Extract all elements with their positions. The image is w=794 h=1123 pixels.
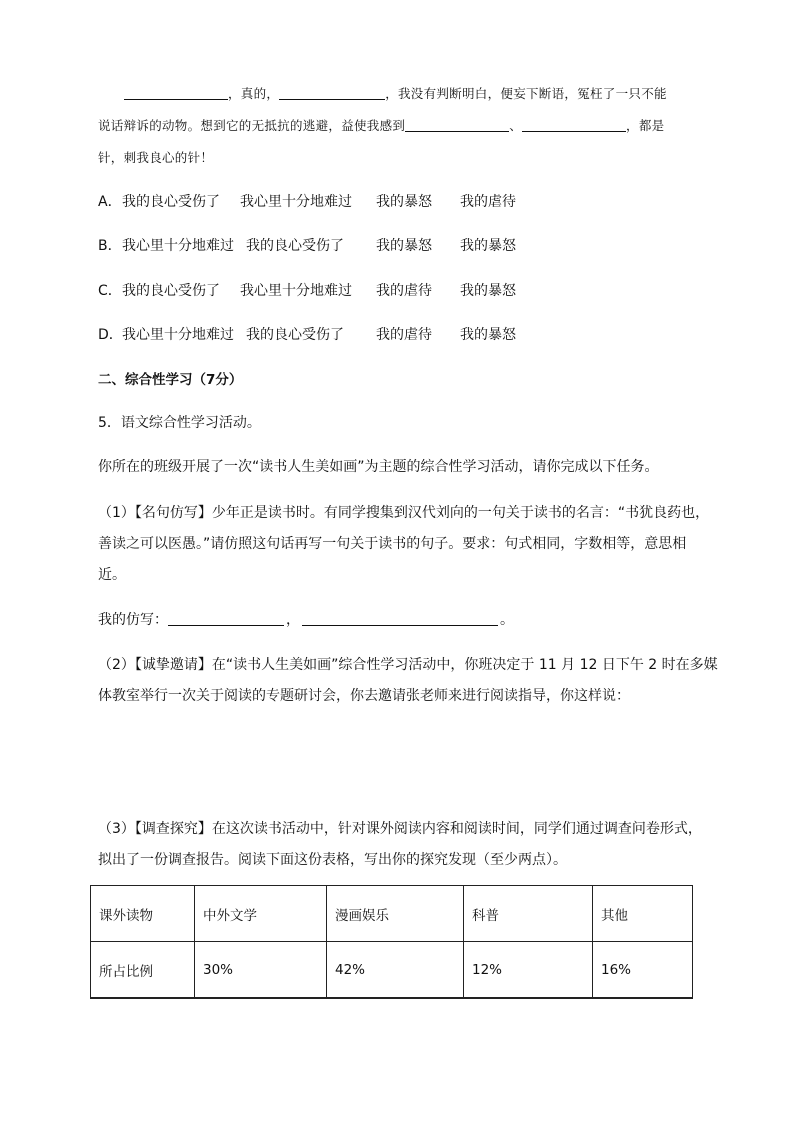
table-cell: 所占比例 — [91, 942, 195, 999]
task3-line-2: 拟出了一份调查报告。阅读下面这份表格，写出你的探究发现（至少两点）。 — [98, 852, 567, 868]
question-title: 5．语文综合性学习活动。 — [98, 415, 261, 431]
fill-blank[interactable] — [405, 117, 509, 132]
passage-line-3: 针，刺我良心的针！ — [98, 150, 214, 165]
table-cell: 科普 — [464, 886, 593, 942]
answer-blank-1[interactable] — [168, 611, 284, 626]
table-cell: 42% — [327, 942, 464, 999]
passage-line-1: ，真的， ，我没有判断明白，便妄下断语，冤枉了一只不能 — [124, 84, 667, 102]
task2-line-2: 体教室举行一次关于阅读的专题研讨会，你去邀请张老师来进行阅读指导，你这样说： — [98, 688, 630, 704]
question-intro: 你所在的班级开展了一次“读书人生美如画”为主题的综合性学习活动，请你完成以下任务。 — [98, 459, 659, 475]
task2-label: （2）【诚挚邀请】 — [98, 657, 212, 673]
table-cell: 漫画娱乐 — [327, 886, 464, 942]
passage-line-2: 说话辩诉的动物。想到它的无抵抗的逃避，益使我感到 、 ，都是 — [98, 118, 665, 133]
table-cell: 12% — [464, 942, 593, 999]
table-cell: 中外文学 — [195, 886, 327, 942]
table-header-row — [91, 886, 693, 942]
fill-blank[interactable] — [124, 85, 228, 100]
option-a[interactable]: A．我的良心受伤了 我心里十分地难过 我的暴怒 我的虐待 — [98, 194, 516, 210]
table-cell: 30% — [195, 942, 327, 999]
task1-answer: 我的仿写： ， 。 — [98, 612, 514, 628]
task1-line-2: 善读之可以医愚。”请仿照这句话再写一句关于读书的句子。要求：句式相同，字数相等，意思相 — [98, 536, 687, 552]
section-title: 二、综合性学习（7分） — [98, 372, 243, 388]
table-row — [91, 942, 693, 999]
table-cell: 课外读物 — [91, 886, 195, 942]
table-cell: 16% — [593, 942, 693, 999]
task1-line-1: （1）【名句仿写】少年正是读书时。有同学搜集到汉代刘向的一句关于读书的名言：“书犹良药也， — [98, 505, 710, 521]
fill-blank[interactable] — [279, 85, 385, 100]
survey-table — [90, 885, 693, 999]
answer-blank-2[interactable] — [302, 611, 498, 626]
option-b[interactable]: B．我心里十分地难过 我的良心受伤了 我的暴怒 我的暴怒 — [98, 238, 516, 254]
task3-line-1: （3）【调查探究】在这次读书活动中，针对课外阅读内容和阅读时间，同学们通过调查问卷形式， — [98, 821, 702, 837]
fill-blank[interactable] — [522, 117, 626, 132]
table-cell: 其他 — [593, 886, 693, 942]
option-d[interactable]: D．我心里十分地难过 我的良心受伤了 我的虐待 我的暴怒 — [98, 327, 516, 343]
task3-label: （3）【调查探究】 — [98, 821, 212, 837]
task1-label: （1）【名句仿写】 — [98, 505, 212, 521]
task1-line-3: 近。 — [98, 567, 126, 583]
task2-line-1: （2）【诚挚邀请】在“读书人生美如画”综合性学习活动中，你班决定于 11 月 12 日下午 2 时在多媒 — [98, 657, 718, 673]
option-c[interactable]: C．我的良心受伤了 我心里十分地难过 我的虐待 我的暴怒 — [98, 283, 516, 299]
